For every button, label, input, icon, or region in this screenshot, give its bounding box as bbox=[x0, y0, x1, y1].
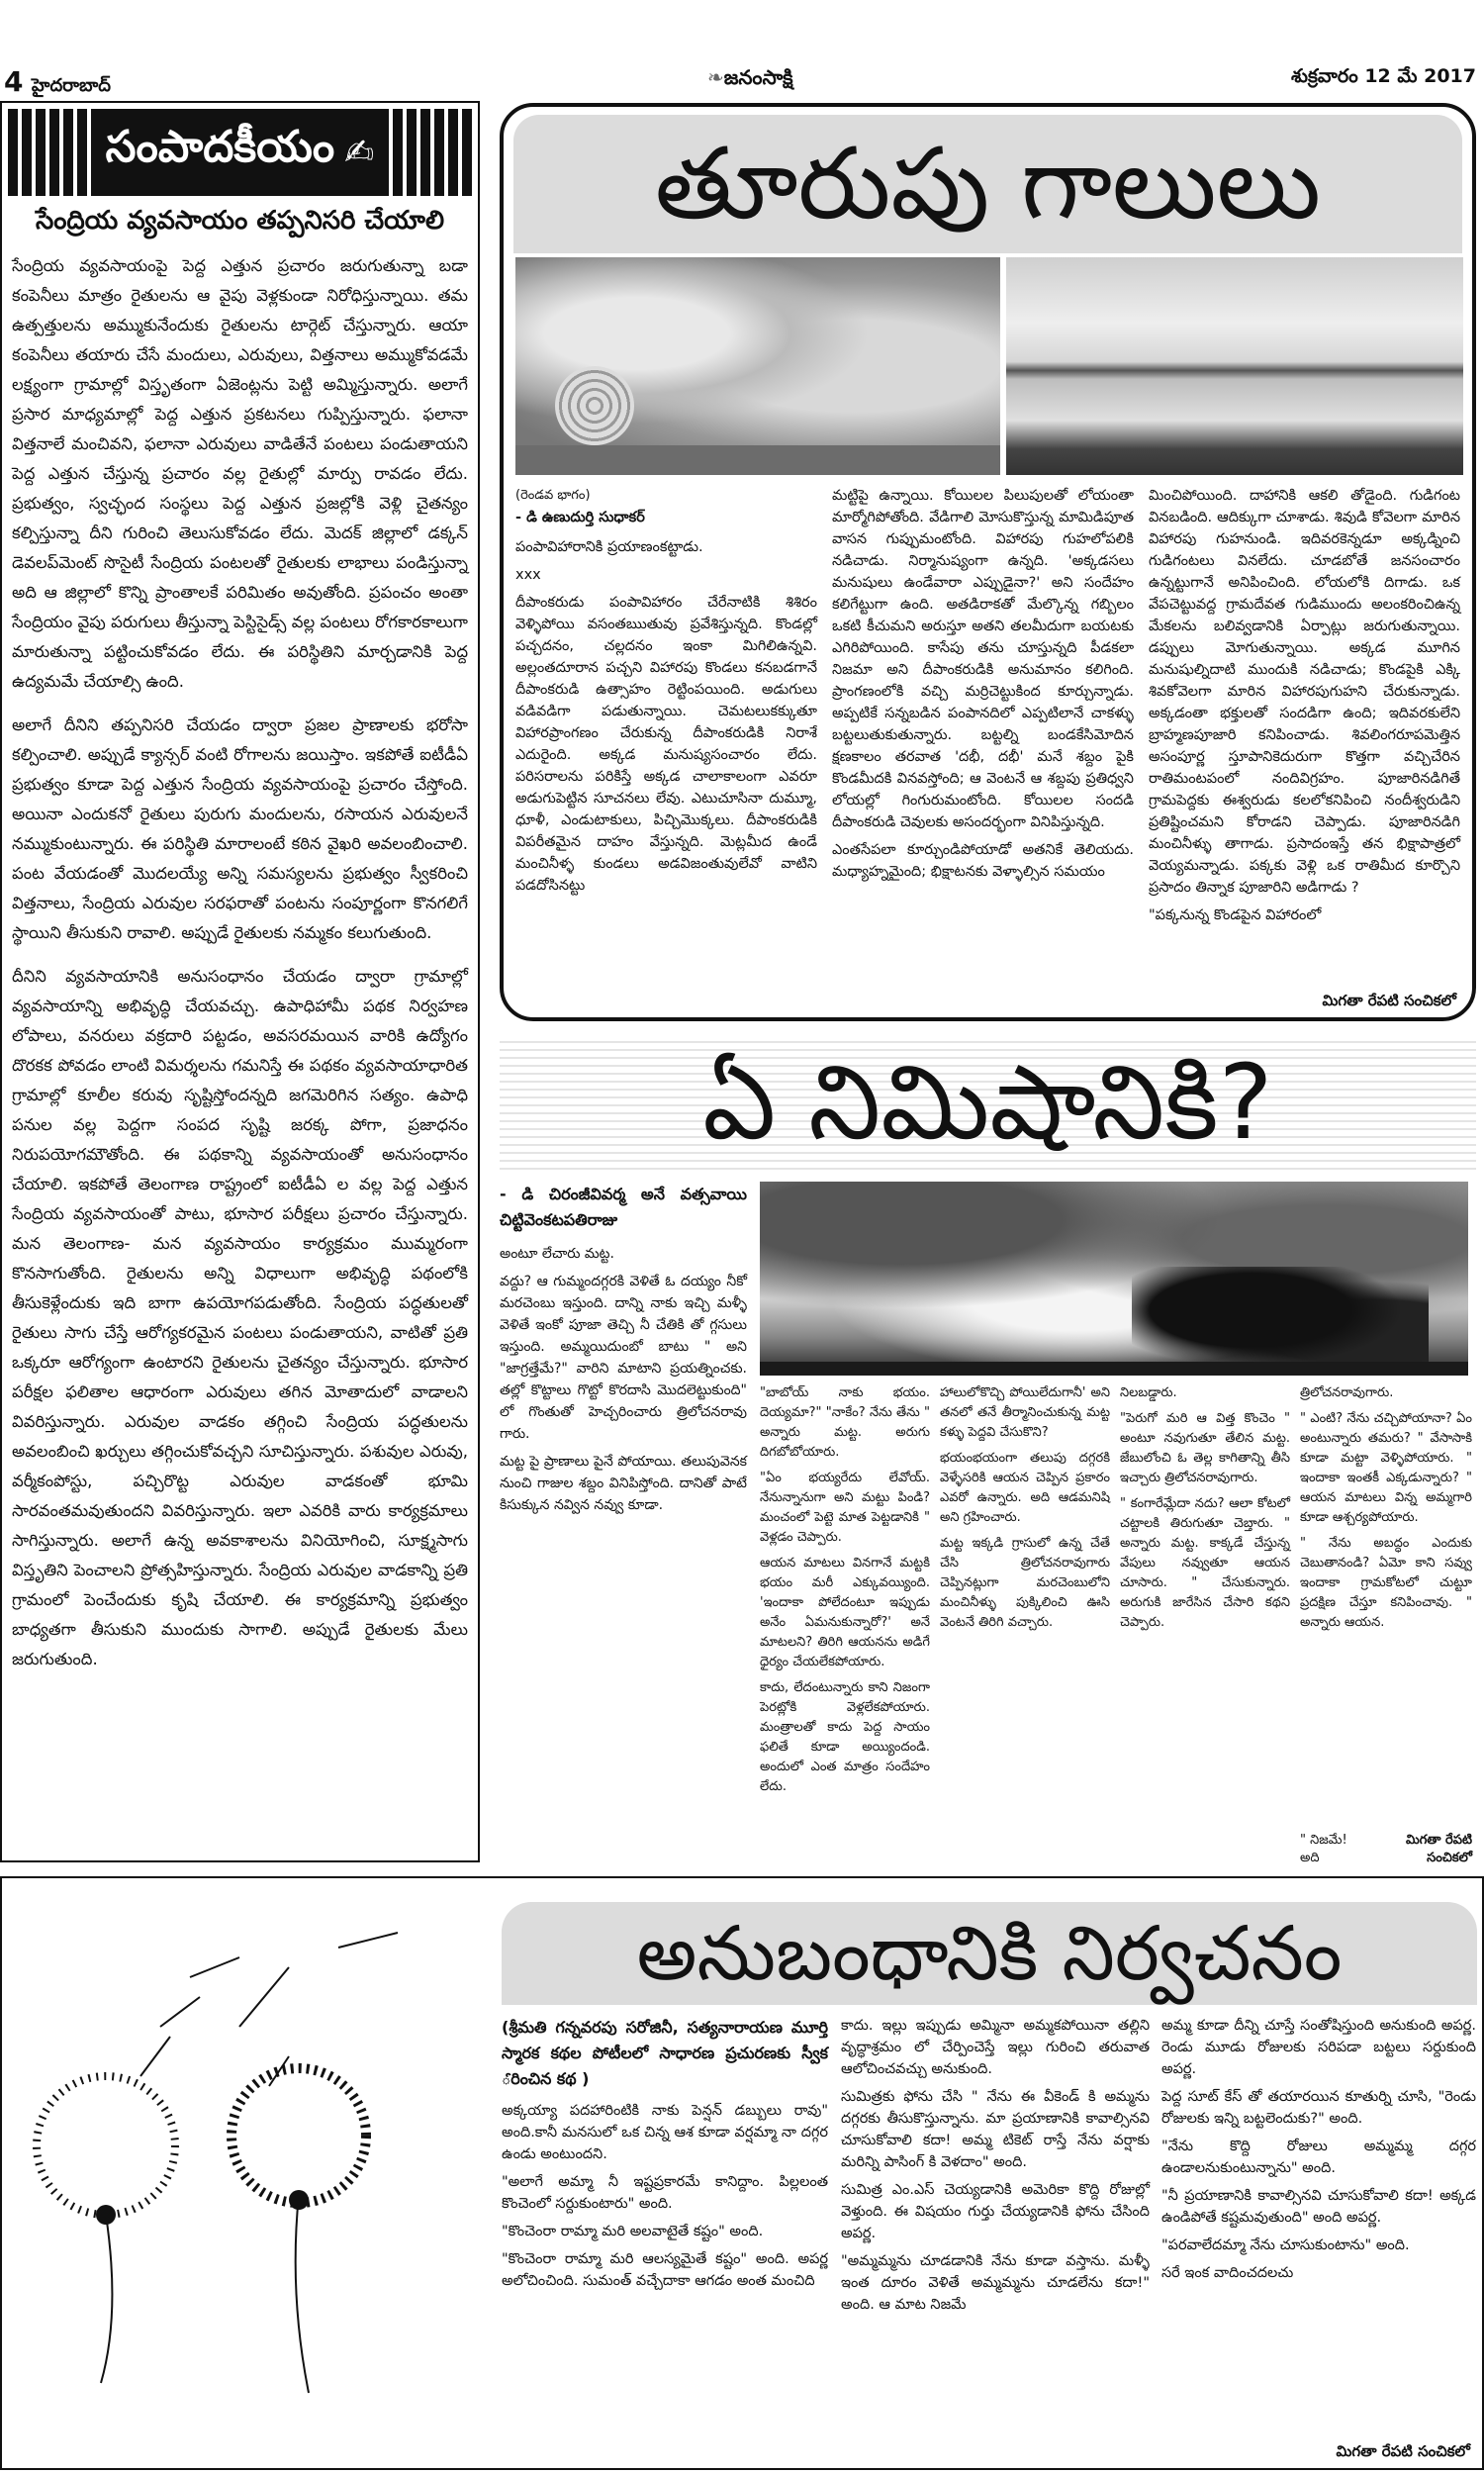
continued-note: మిగతా రేపటి సంచికలో bbox=[1336, 2442, 1470, 2460]
paragraph: దీపాంకరుడు పంపావిహారం చేరేనాటికి శిశిరం వెళ్ళిపోయి వసంతఋతువు ప్రవేశిస్తున్నది. కొండల్లో పచ్చదనం, చల్లదనం ఇంకా మిగిలిఉన్నవి. అల్లంతదూరాన పచ్చని విహారపు కొండలు కనబడగానే దీపాంకరుడి ఉత్సాహం రెట్టింపయింది. అడుగులు వడివడిగా పడుతున్నాయి. చెమటలుకక్కుతూ విహారప్రాంగణం చేరుకున్న దీపాంకరుడికి నిరాశే ఎదురైంది. అక్కడ మనుష్యసంచారం లేదు. పరిసరాలను పరికిస్తే అక్కడ చాలాకాలంగా ఎవరూ అడుగుపెట్టిన సూచనలు లేవు. ఎటుచూసినా దుమ్మూ, ధూళీ, ఎండుటాకులు, పిచ్చిమొక్కలు. దీపాంకరుడికి విపరీతమైన దాహం వేస్తున్నది. మెట్లమీద ఉండే మంచినీళ్ళ కుండలు అడవిజంతువులేవో వాటిని పడదోసినట్టు bbox=[515, 595, 817, 894]
paragraph: "నీ ప్రయాణానికి కావాల్సినవి చూసుకోవాలి కదా! అక్కడ ఉండిపోతే కష్టమవుతుంది" అంది అపర్ణ. bbox=[1161, 2188, 1476, 2226]
editorial-title: సేంద్రియ వ్యవసాయం తప్పనిసరి చేయాలి bbox=[35, 206, 445, 236]
editorial-body bbox=[2, 251, 478, 1864]
headline-box bbox=[502, 1902, 1477, 2005]
banner-stripes bbox=[8, 109, 87, 196]
story1-column-3 bbox=[1149, 485, 1460, 985]
story2-column-1 bbox=[760, 1383, 930, 1858]
paragraph: అంటూ లేచారు మట్ట. bbox=[500, 1246, 614, 1262]
paragraph: " ఎంటి? నేను చచ్చిపోయానా? ఏం అంటున్నారు తమరు? " వేసాసాకి కూడా మట్టా వెళ్ళిపోయారు. " ఇందాకా ఇంతకీ ఎక్కడున్నారు? " ఆయన మాటలు విన్న అమ్మగారి కూడా ఆశ్చర్యపోయారు. bbox=[1300, 1411, 1472, 1525]
paragraph: "పరవాలేదమ్మా నేను చూసుకుంటాను" అంది. bbox=[1161, 2237, 1410, 2253]
paragraph: కాదు. ఇల్లు ఇప్పుడు అమ్మినా అమ్మకపోయినా తల్లిని వృద్ధాశ్రమం లో చేర్పించెస్తే ఇల్లు గురించి తరువాత ఆలోచించవచ్చు అనుకుంది. bbox=[841, 2018, 1150, 2077]
paragraph: "పక్కనున్న కొండపైన విహారంలో bbox=[1149, 907, 1322, 923]
paragraph: సుమిత్ర ఎం.ఎస్ చెయ్యడానికి అమెరికా కొద్ది రోజుల్లో వెళ్తుంది. ఈ విషయం గుర్తు చేయ్యడానికి ఫోను చేసింది అపర్ణ. bbox=[841, 2182, 1150, 2241]
story-part: (రెండవ భాగం) bbox=[515, 488, 591, 503]
paragraph: దీనిని వ్యవసాయానికి అనుసంధానం చేయడం ద్వారా గ్రామాల్లో వ్యవసాయాన్ని అభివృద్ధి చేయవచ్చు. ఉపాధిహామీ పథక నిర్వహణ లోపాలు, వనరులు వక్రదారి పట్టడం, అవసరమయిన వారికి ఉద్యోగం దొరకక పోవడం లాంటి విమర్శలను గమనిస్తే ఈ పథకం వ్యవసాయాధారిత గ్రామాల్లో కూలీల కరువు సృష్టిస్తోందన్నది జగమెరిగిన సత్యం. ఉపాధి పనుల వల్ల పెద్దగా సంపద సృష్టి జరక్క పోగా, ప్రజాధనం నిరుపయోగమౌతోంది. ఈ పథకాన్ని వ్యవసాయంతో అనుసంధానం చేయాలి. ఇకపోతే తెలంగాణ రాష్ట్రంలో ఐటీడీఏ ల వల్ల పెద్ద ఎత్తున సేంద్రియ వ్యవసాయంతో పాటు, భూసార పరీక్షలు ప్రచారం చేస్తున్నారు. మన తెలంగాణ- మన వ్యవసాయం కార్యక్రమం ముమ్మరంగా కొనసాగుతోంది. రైతులను అన్ని విధాలుగా అభివృద్ధి పథంలోకి తీసుకెళ్లేందుకు ఇది బాగా ఉపయోగపడుతోంది. సేంద్రియ పద్ధతులతో రైతులు సాగు చేస్తే ఆరోగ్యకరమైన పంటలు పండుతాయని, వాటితో ప్రతి ఒక్కరూ ఆరోగ్యంగా ఉంటారని రైతులను చైతన్యం చేస్తున్నారు. భూసార పరీక్షల ఫలితాల ఆధారంగా ఎరువులు తగిన మోతాదులో వాడాలని వివరిస్తున్నారు. ఎరువుల వాడకం తగ్గించి సేంద్రియ పద్ధతులను అవలంబించి ఖర్చులు తగ్గించుకోవచ్చని సూచిస్తున్నారు. పశువుల ఎరువు, వర్మీకంపోస్టు, పచ్చిరొట్ట ఎరువుల వాడకంతో భూమి సారవంతమవుతుందని వివరిస్తున్నారు. ఇలా ఎవరికి వారు కార్యక్రమాలు సాగిస్తున్నారు. అలాగే ఉన్న అవకాశాలను వినియోగించి, సూక్ష్మసాగు విస్తృతిని పెంచాలని ప్రోత్సహిస్తున్నారు. సేంద్రియ ఎరువుల వాడకాన్ని ప్రతి గ్రామంలో పెంచేందుకు కృషి చేయాలి. ఈ కార్యక్రమాన్ని ప్రభుత్వం బాధ్యతగా తీసుకుని ముందుకు సాగాలి. అప్పుడే రైతులకు మేలు జరుగుతుంది. bbox=[12, 967, 468, 1668]
paragraph: ఆయన మాటలు వినగానే మట్టకి భయం మరీ ఎక్కువయ్యింది. 'ఇందాకా పోలేదంటూ ఇప్పుడు అనేం ఏమనుకున్నారో?' అనే మాటలని? తిరిగి ఆయనను అడిగే ధైర్యం చేయలేకపోయారు. bbox=[760, 1556, 930, 1669]
editorial-banner bbox=[8, 109, 472, 196]
editorial-section bbox=[0, 101, 480, 1862]
paragraph: " కంగారేమ్లేదా నదు? ఆలా కోటలో చట్టాలకి తిరుగుతూ చెబ్తారు. " అన్నారు మట్ట. కాక్కడే చేస్తున్న వేపులు నవ్వుతూ ఆయన చూసారు. " చేసుకున్నారు. అరుగుకి జారేసిన చేసారి కథని చెప్పారు. bbox=[1120, 1496, 1290, 1630]
pen-writing-icon: ✍ bbox=[344, 132, 375, 173]
stone-base bbox=[515, 445, 1000, 475]
story2-column-4 bbox=[1300, 1383, 1472, 1819]
paragraph: "ఏం భయ్యరేదు లేవోయ్. నేనున్నానుగా అని మట్టు పిండి? మంచంలో పెట్టె మాత పెట్టడానికి " వెళ్లడం చెప్పారు. bbox=[760, 1471, 930, 1545]
story2-column-3 bbox=[1120, 1383, 1290, 1858]
continued-note: మిగతా రేపటి సంచికలో bbox=[1322, 992, 1456, 1009]
paragraph: సేంద్రియ వ్యవసాయంపై పెద్ద ఎత్తున ప్రచారం జరుగుతున్నా బడా కంపెనీలు మాత్రం రైతులను ఆ వైపు వెళ్లకుండా నిరోధిస్తున్నాయి. తమ ఉత్పత్తులను అమ్ముకునేందుకు రైతులను టార్గెట్ చేస్తున్నారు. ఆయా కంపెనీలు తయారు చేసే మందులు, ఎరువులు, విత్తనాలు అమ్ముకోవడమే లక్ష్యంగా గ్రామాల్లో విస్తృతంగా ఏజెంట్లను పెట్టి అమ్మిస్తున్నారు. అలాగే ప్రసార మాధ్యమాల్లో పెద్ద ఎత్తున ప్రకటనలు గుప్పిస్తున్నారు. ఫలానా విత్తనాలే మంచివని, ఫలానా ఎరువులు వాడితేనే పంటలు పండుతాయని పెద్ద ఎత్తున చేస్తున్న ప్రచారం వల్ల రైతుల్లో మార్పు రావడం లేదు. ప్రభుత్వం, స్వచ్ఛంద సంస్థలు పెద్ద ఎత్తున ప్రజల్లోకి వెళ్లి చైతన్యం కల్పిస్తున్నా దీని గురించి తెలుసుకోవడం లేదు. మెదక్ జిల్లాలో డక్కన్ డెవలప్‌మెంట్ సొసైటీ సేంద్రియ పంటలతో రైతులకు లాభాలు పండిస్తున్నా అది ఆ జిల్లాలో కొన్ని ప్రాంతాలకే పరిమితం అవుతోంది. ప్రపంచం అంతా సేంద్రియం వైపు పరుగులు తీస్తున్నా పెస్టిసైడ్స్ వల్ల పంటలు రోగకారకాలుగా మారుతున్నా పట్టించుకోవడం లేదు. ఈ పరిస్థితిని మార్చడానికి పెద్ద ఉద్యమమే చేయాల్సి ఉంది. bbox=[12, 256, 468, 691]
logo-icon: ❧ bbox=[707, 65, 724, 89]
story-headline: అనుబంధానికి నిర్వచనం bbox=[636, 1909, 1343, 1997]
paragraph: సరే ఇంక వాదించదలచు bbox=[1161, 2265, 1294, 2281]
story-headline: తూరుపు గాలులు bbox=[654, 126, 1322, 241]
ground-silhouette bbox=[760, 1362, 1468, 1376]
banner-stripes bbox=[393, 109, 472, 196]
story2-headline-band bbox=[500, 1035, 1476, 1170]
paragraph: మించిపోయింది. దాహానికి ఆకలి తోడైంది. గుడిగంట వినబడింది. ఆదిక్కుగా చూశాడు. శివుడి కోవెలగా మారిన విహారపు గుహనుండి. ఇదివరకెన్నడూ అక్కడ్నించి గుడిగంటలు వినలేదు. చూడబోతే జనసంచారం ఉన్నట్టుగానే అనిపించింది. లోయలోకి దిగాడు. ఒక వేపచెట్టువద్ద గ్రామదేవత గుడిముందు అలంకరించిఉన్న మేకలను బలివ్వడానికి ఏర్పాట్లు జరుగుతున్నాయి. డప్పులు మోగుతున్నాయి. అక్కడ మూగిన మనుషుల్నిదాటి ముందుకి నడిచాడు; కొండపైకి ఎక్కి శివకోవెలగా మారిన విహారపుగుహని చేరుకున్నాడు. అక్కడంతా భక్తులతో సందడిగా ఉంది; ఇదివరకులేని బ్రాహ్మణపూజారి కనిపించాడు. శివలింగరూపమెత్తిన అసంపూర్ణ స్తూపానికెదురుగా కొత్తగా వచ్చిచేరిన రాతిమంటపంలో నందివిగ్రహం. పూజారినడిగితే గ్రామపెద్దకు ఈశ్వరుడు కలలోకనిపించి నందీశ్వరుడిని ప్రతిష్టించమని కోరాడని చెప్పాడు. పూజారినడిగి మంచినీళ్ళు తాగాడు. ప్రసాదంఇస్తే తన భిక్షాపాత్రలో వెయ్యమన్నాడు. పక్కకు వెళ్లి ఒక రాతిమీద కూర్చొని ప్రసాదం తిన్నాక పూజారిని అడిగాడు ? bbox=[1149, 488, 1460, 896]
paragraph: "కొంచెంరా రామ్మా మరి ఆలస్యమైతే కష్టం" అంది. అపర్ణ అలోచించింది. సుమంత్ వచ్చేదాకా ఆగడం అంత మంచిది bbox=[502, 2251, 828, 2289]
paragraph: వద్దు? ఆ గుమ్మందగ్గరకి వెళితే ఓ దయ్యం నీకో మరచెంబు ఇస్తుంది. దాన్ని నాకు ఇచ్చి మళ్ళీ వెళితే ఇంకో పూజా తెచ్చి నీ చేతికి తో గ్గసులు ఇస్తుంది. అమ్మయిదుంబో బాటు " అని "జాగ్రత్తేమే?" వారిని మాటాని ప్రయత్నించకు. తల్లో కొట్టాలు గొట్టో కొరదాసి మొదలెట్టుకుంది" లో గొంతుతో హెచ్చరించారు త్రిలోచనరావు గారు. bbox=[500, 1274, 747, 1442]
masthead bbox=[707, 65, 793, 94]
date: శుక్రవారం 12 మే 2017 bbox=[1290, 65, 1476, 87]
continued-note: మిగతా రేపటి సంచికలో bbox=[1405, 1833, 1472, 1865]
paragraph: సుమిత్రకు ఫోను చేసి " నేను ఈ వీకెండ్ కి అమ్మను దగ్గరకు తీసుకొస్తున్నాను. మా ప్రయాణానికి కావాల్సినవి చూసుకోవాలి కదా! అమ్మ టికెట్ రాస్తే నేను వర్షాకు మరిన్ని పాసింగ్ కి వెళదాం" అంది. bbox=[841, 2089, 1150, 2170]
story-headline: ఏ నిమిషానికి? bbox=[702, 1042, 1273, 1163]
editorial-label: సంపాదకీయం ✍ bbox=[91, 109, 389, 196]
paragraph: త్రిలోచనరావుగారు. bbox=[1300, 1385, 1394, 1400]
paragraph: మట్టిపై ఉన్నాయి. కోయిలల పిలుపులతో లోయంతా మార్మోగిపోతోంది. వేడిగాలి మోసుకొస్తున్న మామిడిపూత వాసన గుప్పుమంటోంది. విహారపు గుహలోపలికి నడిచాడు. నిర్మానుష్యంగా ఉన్నది. 'అక్కడసలు మనుషులు ఉండేవారా ఎప్పుడైనా?' అని సందేహం కలిగేట్టుగా ఉంది. అతడిరాకతో మేల్కొన్న గబ్బిలం ఒకటి కీచుమని అరుస్తూ అతని తలమీదుగా బయటకు ఎగిరిపోయింది. కాసేపు తను చూస్తున్నది పీడకలా నిజమా అని దీపాంకరుడికి అనుమానం కలిగింది. ప్రాంగణంలోకి వచ్చి మర్రిచెట్టుకింద కూర్చున్నాడు. అప్పటికే సన్నబడిన పంపానదిలో ఎప్పటిలానే చాకళ్ళు బట్టలుతుకుతున్నారు. బట్టల్ని బండకేసిమోదిన క్షణకాలం తరవాత 'దభీ, దభీ' మనే శబ్దం పైకి కొండమీదకి వినవస్తోంది; ఆ వెంటనే ఆ శబ్దపు ప్రతిధ్వని లోయల్లో గింగురుమంటోంది. కోయిలల సందడి దీపాంకరుడి చెవులకు అసందర్భంగా వినిపిస్తున్నది. bbox=[832, 488, 1134, 830]
paragraph: ఎంతసేపలా కూర్చుండిపోయాడో అతనికే తెలియదు. మధ్యాహ్నమైంది; భిక్షాటనకు వెళ్ళాల్సిన సమయం bbox=[832, 842, 1134, 880]
reclining-buddha-photo bbox=[515, 257, 1000, 475]
paragraph: అలాగే దీనిని తప్పనిసరి చేయడం ద్వారా ప్రజల ప్రాణాలకు భరోసా కల్పించాలి. అప్పుడే క్యాన్సర్ వంటి రోగాలను జయిస్తాం. ఇకపోతే ఐటీడీఏ ప్రభుత్వం కూడా పెద్ద ఎత్తున సేంద్రియ వ్యవసాయంపై ప్రచారం చేస్తోంది. అయినా ఎందుకనో రైతులు పురుగు మందులను, రసాయన ఎరువులనే నమ్ముకుంటున్నారు. ఈ పరిస్థితి మారాలంటే కఠిన వైఖరి అవలంబించాలి. పంట వేయడంతో మొదలయ్యే అన్ని సమస్యలను ప్రభుత్వం స్వీకరించి విత్తనాలు, సేంద్రియ ఎరువుల సరఫరాతో పంటను సంపూర్ణంగా కొనగలిగే స్థాయిని తీసుకుని రావాలి. అప్పుడే రైతులకు నమ్మకం కలుగుతుంది. bbox=[12, 715, 468, 942]
story-author: - డి చిరంజీవివర్మ అనే వత్సవాయి చిట్టివెంకటపతిరాజు bbox=[500, 1185, 747, 1229]
tail-text: " నిజమే! అది bbox=[1300, 1833, 1347, 1865]
paragraph: "కొంచెంరా రామ్మా మరి అలవాటైతే కష్టం" అంది. bbox=[502, 2224, 764, 2239]
story-intro: (శ్రీమతి గన్నవరపు సరోజినీ, సత్యనారాయణ మూర్తి స్మారక కథల పోటీలలో సాధారణ ప్రచురణకు స్వీక ౕరించిన కథ ) bbox=[502, 2018, 828, 2088]
paragraph: xxx bbox=[515, 567, 541, 583]
paragraph: " నేను అబద్ధం ఎందుకు చెబుతానండి? ఏమో కాని సవ్వు ఇందాకా గ్రామకోటలో చుట్టూ ప్రదక్షిణ చేస్తూ కనిపించావు. " అన్నారు ఆయన. bbox=[1300, 1536, 1472, 1630]
headline-box bbox=[513, 115, 1462, 253]
paragraph: "అమ్మమ్మను చూడడానికి నేను కూడా వస్తాను. మళ్ళీ ఇంత దూరం వెళితే అమ్మమ్మను చూడలేను కదా!" అంది. ఆ మాట నిజమే bbox=[841, 2253, 1150, 2313]
paragraph: పంపావిహారానికి ప్రయాణంకట్టాడు. bbox=[515, 539, 703, 555]
paragraph: హాలులోకొచ్చి పోయిలేదుగానీ' అని తనలో తనే తీర్మానించుకున్న మట్ట కళ్ళు పెద్దవి చేసుకొని? bbox=[940, 1385, 1110, 1440]
dandelion-illustration bbox=[12, 1918, 487, 2403]
page-number: 4 bbox=[4, 65, 24, 98]
lotus-carving bbox=[555, 366, 634, 445]
tree-silhouette bbox=[1132, 1267, 1429, 1376]
story3-column-2 bbox=[841, 2015, 1150, 2460]
clouds-sunrays-photo bbox=[760, 1182, 1468, 1376]
paragraph: అమ్మ కూడా దీన్ని చూస్తే సంతోషిస్తుంది అనుకుంది అపర్ణ. రెండు మూడు రోజులకు సరిపడా బట్టలు సర్దుకుంది అపర్ణ. bbox=[1161, 2018, 1476, 2077]
story3-column-1 bbox=[502, 2015, 828, 2460]
story-anubandhaniki-nirvachanam bbox=[0, 1876, 1484, 2470]
city: హైదరాబాద్ bbox=[31, 75, 112, 96]
paragraph: మట్ట ఇక్కడి గ్రాసులో ఉన్న చేతే చేసి త్రిలోచనరావుగారు చెప్పినట్లుగా మరచెంబులోని మంచినీళ్ళు పుక్కిలించి ఊసి వెంటనే తిరిగి వచ్చారు. bbox=[940, 1536, 1110, 1630]
story2-footer bbox=[1300, 1833, 1472, 1868]
paragraph: మట్ట పై ప్రాణాలు పైనే పోయాయి. తలుపువెనక నుంచి గాజుల శబ్దం వినిపిస్తోంది. దానితో పాటే కిసుక్కున నవ్విన నవ్వు కూడా. bbox=[500, 1454, 747, 1513]
paragraph: "బాబోయ్ నాకు భయం. దెయ్యమా?" "నాకేం? నేను తేను " అన్నారు మట్ట. అరుగు దిగబోబోయారు. bbox=[760, 1385, 930, 1460]
story-author: - డి ఉణుదుర్తి సుధాకర్ bbox=[515, 510, 645, 525]
paper-name: జనంసాక్షి bbox=[723, 65, 793, 89]
story2-left-column bbox=[500, 1182, 747, 1859]
page-number-city bbox=[4, 65, 111, 100]
paragraph: అక్కయ్యా పదహారింటికి నాకు పెన్షన్ డబ్బులు రావు" అంది.కానీ మనసులో ఒక చిన్న ఆశ కూడా వర్షమ్మా నా దగ్గర ఉండు అంటుందని. bbox=[502, 2103, 828, 2162]
paragraph: "అలాగే అమ్మా నీ ఇష్టప్రకారమే కానిద్దాం. పిల్లలంత కొంచెంలో సర్దుకుంటారు" అంది. bbox=[502, 2174, 828, 2212]
story1-column-2 bbox=[832, 485, 1134, 1009]
paragraph: భయంభయంగా తలుపు దగ్గరకి వెళ్ళేసరికి ఆయన చెప్పిన ప్రకారం ఎవరో ఉన్నారు. అది ఆడమనిషి అని గ్రహించారు. bbox=[940, 1451, 1110, 1525]
paragraph: కాదు, లేదంటున్నారు కాని నిజంగా పెరట్లోకి వెళ్లలేకపోయారు. మంత్రాలతో కాదు పెద్ద సాయం ఫలితే కూడా అయ్యిందండి. అందులో ఎంత మాత్రం సందేహం లేదు. bbox=[760, 1680, 930, 1794]
paragraph: నిలబడ్డారు. bbox=[1120, 1385, 1177, 1400]
paragraph: పెద్ద సూట్ కేస్ తో తయారయిన కూతుర్ని చూసి, "రెండు రోజులకు ఇన్ని బట్టలెందుకు?" అంది. bbox=[1161, 2089, 1476, 2127]
paragraph: "పెరుగో మరి ఆ విత్త కొంచెం " అంటూ నవుగుతూ తేలిన మట్ట. జేబులోంచి ఓ తెల్ల కాగితాన్ని తీసి ఇచ్చారు త్రిలోచనరావుగారు. bbox=[1120, 1411, 1290, 1485]
paragraph: "నేను కొద్ది రోజులు అమ్మమ్మ దగ్గర ఉండాలనుకుంటున్నాను" అంది. bbox=[1161, 2139, 1476, 2176]
story2-column-2 bbox=[940, 1383, 1110, 1858]
story-turupu-galulu bbox=[500, 103, 1476, 1021]
lake-sky-photo bbox=[1006, 257, 1463, 475]
story3-column-3 bbox=[1161, 2015, 1476, 2430]
story1-column-1 bbox=[515, 485, 817, 1009]
